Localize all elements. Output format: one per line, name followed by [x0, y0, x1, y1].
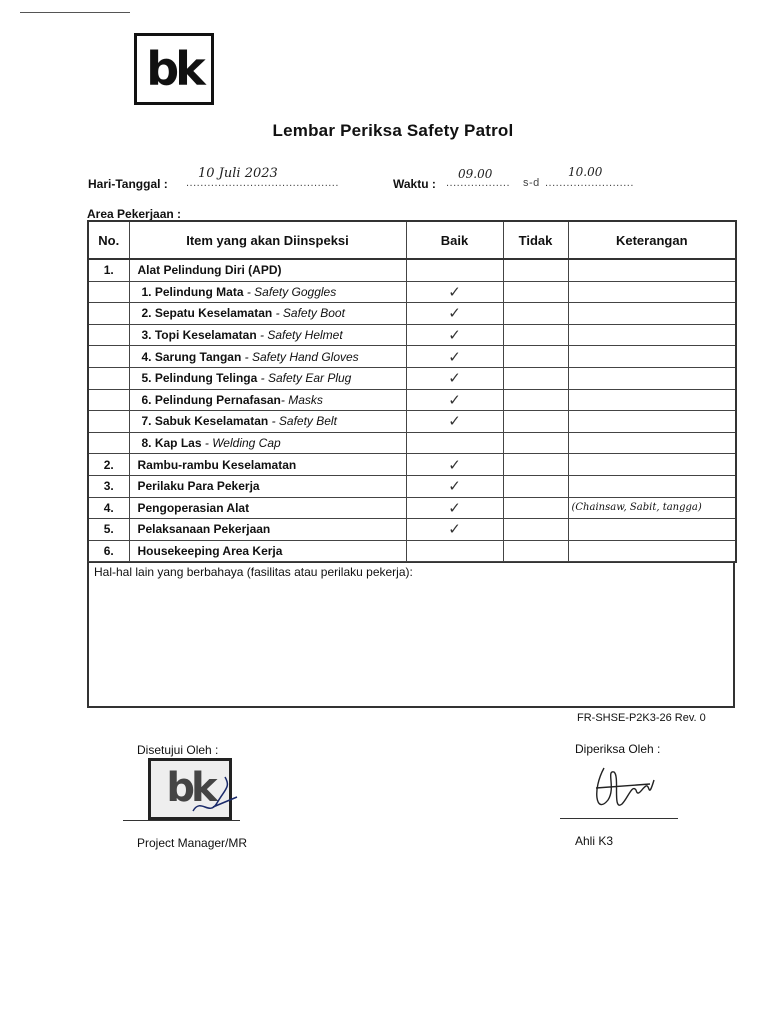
table-row: [88, 519, 736, 541]
row-keterangan: (Chainsaw, Sabit, tangga): [568, 497, 736, 519]
table-row: [88, 497, 736, 519]
row-item-en: - Safety Belt: [268, 414, 337, 429]
date-value: 10 Juli 2023: [198, 166, 278, 181]
row-tidak-check: [503, 475, 568, 497]
row-item-label: 1. Pelindung Mata: [141, 284, 244, 299]
row-keterangan: [568, 411, 736, 433]
date-label: Hari-Tanggal :: [88, 177, 168, 191]
row-baik-check: [406, 540, 503, 562]
row-tidak-check: [503, 259, 568, 281]
table-row: [88, 367, 736, 389]
row-tidak-check: [503, 519, 568, 541]
table-row: [88, 324, 736, 346]
row-keterangan: [568, 454, 736, 476]
row-item: [129, 259, 406, 281]
page-title: Lembar Periksa Safety Patrol: [272, 121, 514, 140]
col-header-baik: Baik: [406, 221, 503, 259]
row-keterangan: [568, 389, 736, 411]
row-item-label: Pelaksanaan Pekerjaan: [137, 522, 271, 537]
company-logo: [134, 33, 214, 105]
row-no: [88, 303, 129, 325]
row-no: [88, 324, 129, 346]
row-no: [88, 389, 129, 411]
inspector-sign-line: [560, 818, 678, 819]
row-item-en: - Safety Ear Plug: [257, 371, 352, 386]
row-keterangan: [568, 259, 736, 281]
time-to-dots: .........................: [545, 177, 634, 189]
row-item-label: 3. Topi Keselamatan: [141, 328, 257, 343]
table-row: [88, 259, 736, 281]
logo-text: bk: [146, 42, 202, 96]
row-item: [129, 389, 406, 411]
area-label: Area Pekerjaan :: [87, 207, 182, 221]
time-label: Waktu :: [393, 177, 436, 191]
row-keterangan: [568, 324, 736, 346]
row-item: [129, 346, 406, 368]
row-baik-check: ✓: [406, 454, 503, 476]
row-item: [129, 475, 406, 497]
row-baik-check: ✓: [406, 411, 503, 433]
approved-by-label: Disetujui Oleh :: [137, 743, 219, 757]
row-item-en: - Safety Helmet: [256, 328, 343, 343]
row-tidak-check: [503, 367, 568, 389]
table-header-row: [88, 221, 736, 259]
row-item-label: Pengoperasian Alat: [137, 500, 250, 515]
row-no: [88, 367, 129, 389]
row-keterangan: [568, 367, 736, 389]
row-baik-check: ✓: [406, 497, 503, 519]
row-item-en: - Safety Boot: [272, 306, 345, 321]
row-keterangan: [568, 303, 736, 325]
row-no: [88, 281, 129, 303]
document-reference: FR-SHSE-P2K3-26 Rev. 0: [577, 712, 706, 724]
row-no: [88, 346, 129, 368]
row-baik-check: ✓: [406, 324, 503, 346]
inspector-role: Ahli K3: [575, 834, 614, 848]
row-tidak-check: [503, 281, 568, 303]
table-row: [88, 540, 736, 562]
row-baik-check: [406, 259, 503, 281]
row-tidak-check: [503, 540, 568, 562]
time-to-value: 10.00: [568, 165, 603, 179]
row-no: 3.: [88, 475, 129, 497]
row-item-label: 8. Kap Las: [141, 436, 202, 451]
top-rule: [20, 12, 130, 13]
row-keterangan: [568, 432, 736, 454]
row-item-label: 7. Sabuk Keselamatan: [141, 414, 269, 429]
date-dots: ...........................................: [186, 177, 339, 189]
hazard-notes-label: Hal-hal lain yang berbahaya (fasilitas atau perilaku pekerja):: [94, 565, 413, 579]
inspection-table: [87, 220, 737, 563]
row-tidak-check: [503, 389, 568, 411]
table-row: [88, 432, 736, 454]
table-row: [88, 454, 736, 476]
row-item: [129, 303, 406, 325]
row-keterangan: [568, 475, 736, 497]
row-item-label: Rambu-rambu Keselamatan: [137, 457, 297, 472]
table-row: [88, 475, 736, 497]
row-item: [129, 519, 406, 541]
row-item-label: 6. Pelindung Pernafasan: [141, 392, 281, 407]
row-item: [129, 454, 406, 476]
row-baik-check: ✓: [406, 519, 503, 541]
row-item: [129, 497, 406, 519]
row-item-en: - Welding Cap: [201, 436, 281, 451]
row-no: 1.: [88, 259, 129, 281]
row-tidak-check: [503, 411, 568, 433]
row-item: [129, 281, 406, 303]
approver-role: Project Manager/MR: [137, 836, 248, 850]
row-tidak-check: [503, 346, 568, 368]
table-row: [88, 303, 736, 325]
inspector-signature-icon: [586, 760, 666, 820]
row-item: [129, 367, 406, 389]
time-separator: s-d: [523, 177, 540, 189]
table-row: [88, 346, 736, 368]
row-item-label: Housekeeping Area Kerja: [137, 544, 283, 559]
row-baik-check: [406, 432, 503, 454]
row-item: [129, 432, 406, 454]
row-item-label: 4. Sarung Tangan: [141, 349, 242, 364]
col-header-item: Item yang akan Diinspeksi: [129, 221, 406, 259]
row-item-label: 5. Pelindung Telinga: [141, 371, 258, 386]
time-from-dots: ..................: [446, 177, 511, 189]
table-row: [88, 389, 736, 411]
row-tidak-check: [503, 303, 568, 325]
col-header-keterangan: Keterangan: [568, 221, 736, 259]
company-stamp: [148, 758, 232, 820]
row-baik-check: ✓: [406, 367, 503, 389]
row-tidak-check: [503, 324, 568, 346]
row-no: 6.: [88, 540, 129, 562]
row-item: [129, 324, 406, 346]
row-baik-check: ✓: [406, 389, 503, 411]
row-keterangan: [568, 519, 736, 541]
row-baik-check: ✓: [406, 475, 503, 497]
table-row: [88, 281, 736, 303]
row-no: 2.: [88, 454, 129, 476]
col-header-tidak: Tidak: [503, 221, 568, 259]
stamp-logo-text: bk: [166, 765, 214, 811]
row-item-label: Perilaku Para Pekerja: [137, 479, 260, 494]
row-item-en: - Safety Hand Gloves: [241, 349, 359, 364]
approver-signature-icon: [191, 767, 241, 823]
row-no: 5.: [88, 519, 129, 541]
row-tidak-check: [503, 454, 568, 476]
row-no: 4.: [88, 497, 129, 519]
row-baik-check: ✓: [406, 303, 503, 325]
row-item: [129, 540, 406, 562]
hazard-notes-box[interactable]: [87, 561, 735, 708]
row-item-label: 2. Sepatu Keselamatan: [141, 306, 273, 321]
row-no: [88, 411, 129, 433]
row-item-en: - Safety Goggles: [243, 284, 337, 299]
col-header-no: No.: [88, 221, 129, 259]
row-baik-check: ✓: [406, 281, 503, 303]
row-keterangan: [568, 346, 736, 368]
row-baik-check: ✓: [406, 346, 503, 368]
row-keterangan: [568, 281, 736, 303]
row-item: [129, 411, 406, 433]
row-tidak-check: [503, 432, 568, 454]
row-item-en: - Masks: [280, 392, 323, 407]
checked-by-label: Diperiksa Oleh :: [575, 742, 661, 756]
approver-sign-line: [123, 820, 240, 821]
table-row: [88, 411, 736, 433]
row-item-label: Alat Pelindung Diri (APD): [137, 263, 282, 278]
row-no: [88, 432, 129, 454]
row-keterangan: [568, 540, 736, 562]
time-from-value: 09.00: [458, 167, 493, 181]
row-tidak-check: [503, 497, 568, 519]
